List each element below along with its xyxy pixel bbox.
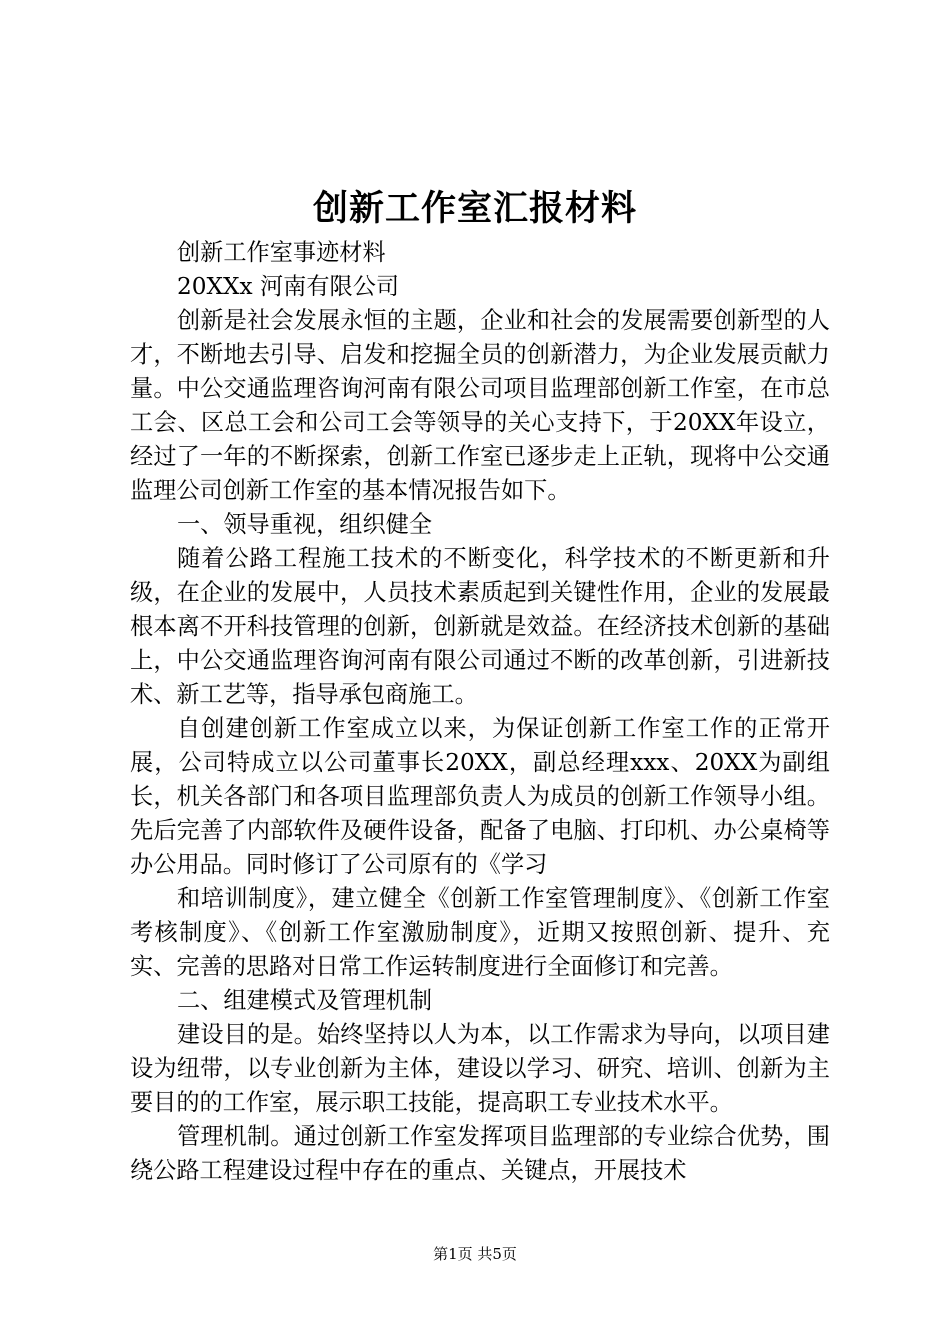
body-paragraph: 随着公路工程施工技术的不断变化，科学技术的不断更新和升级，在企业的发展中，人员技术素质起到关键性作用，企业的发展最根本离不开科技管理的创新，创新就是效益。在经济技术创新的基础上，中公交通监理咨询河南有限公司通过不断的改革创新，引进新技术、新工艺等，指导承包商施工。 — [130, 545, 830, 708]
page-number-footer: 第1页 共5页 — [433, 1245, 517, 1263]
document-body — [130, 236, 830, 1188]
intro-paragraph: 创新是社会发展永恒的主题，企业和社会的发展需要创新型的人才，不断地去引导、启发和挖掘全员的创新潜力，为企业发展贡献力量。中公交通监理咨询河南有限公司项目监理部创新工作室，在市总工会、区总工会和公司工会等领导的关心支持下，于20XX年设立，经过了一年的不断探索，创新工作室已逐步走上正轨，现将中公交通监理公司创新工作室的基本情况报告如下。 — [130, 307, 830, 504]
document-title: 创新工作室汇报材料 — [312, 188, 637, 229]
body-paragraph: 自创建创新工作室成立以来，为保证创新工作室工作的正常开展，公司特成立以公司董事长20XX，副总经理xxx、20XX为副组长，机关各部门和各项目监理部负责人为成员的创新工作领导小组。先后完善了内部软件及硬件设备，配备了电脑、打印机、办公桌椅等办公用品。同时修订了公司原有的《学习 — [130, 715, 830, 878]
body-paragraph: 建设目的是。始终坚持以人为本，以工作需求为导向，以项目建设为纽带，以专业创新为主体，建设以学习、研究、培训、创新为主要目的的工作室，展示职工技能，提高职工专业技术水平。 — [130, 1021, 830, 1116]
body-paragraph: 管理机制。通过创新工作室发挥项目监理部的专业综合优势，围绕公路工程建设过程中存在的重点、关键点，开展技术 — [130, 1123, 830, 1184]
company-paragraph: 20XXx 河南有限公司 — [177, 273, 400, 300]
body-paragraph: 和培训制度》，建立健全《创新工作室管理制度》、《创新工作室考核制度》、《创新工作室激励制度》，近期又按照创新、提升、充实、完善的思路对日常工作运转制度进行全面修订和完善。 — [130, 885, 830, 980]
subtitle-paragraph: 创新工作室事迹材料 — [177, 239, 386, 266]
section-heading-2: 二、组建模式及管理机制 — [177, 987, 433, 1014]
section-heading-1: 一、领导重视，组织健全 — [177, 511, 433, 538]
